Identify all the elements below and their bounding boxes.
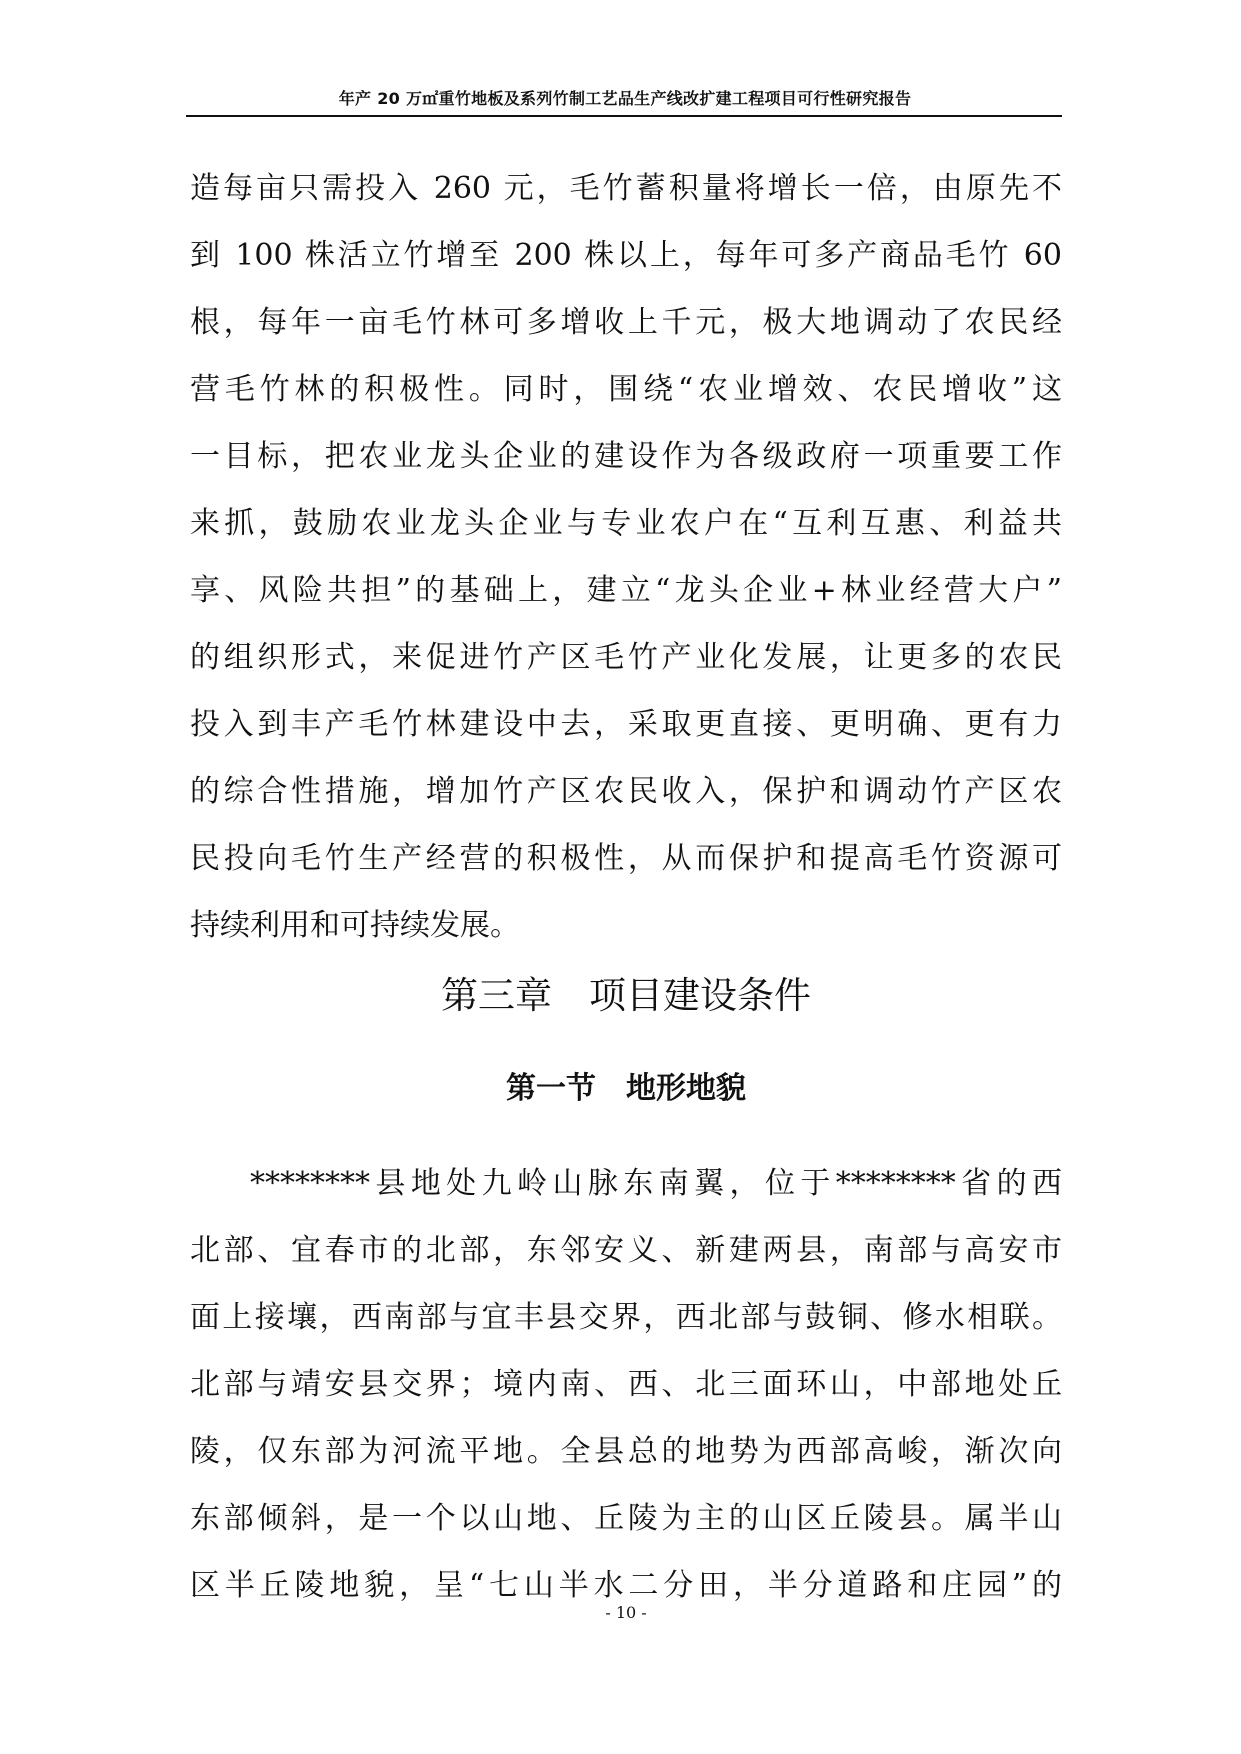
paragraph-line: 东部倾斜，是一个以山地、丘陵为主的山区丘陵县。属半山 bbox=[190, 1501, 1062, 1536]
continued-paragraph bbox=[190, 155, 1062, 959]
paragraph-line: 一目标，把农业龙头企业的建设作为各级政府一项重要工作 bbox=[190, 439, 1062, 474]
paragraph-line: 区半丘陵地貌，呈“七山半水二分田，半分道路和庄园”的 bbox=[190, 1568, 1062, 1603]
chapter-title: 第三章 项目建设条件 bbox=[441, 974, 811, 1017]
paragraph-line: 北部、宜春市的北部，东邻安义、新建两县，南部与高安市 bbox=[190, 1233, 1062, 1268]
paragraph-line: 享、风险共担”的基础上，建立“龙头企业+林业经营大户” bbox=[190, 573, 1062, 608]
paragraph-line: 面上接壤，西南部与宜丰县交界，西北部与鼓铜、修水相联。 bbox=[190, 1300, 1062, 1335]
document-header-title: 年产 20 万㎡重竹地板及系列竹制工艺品生产线改扩建工程项目可行性研究报告 bbox=[338, 89, 912, 108]
paragraph-line: 造每亩只需投入 260 元，毛竹蓄积量将增长一倍，由原先不 bbox=[190, 171, 1062, 206]
paragraph-line: 根，每年一亩毛竹林可多增收上千元，极大地调动了农民经 bbox=[190, 305, 1062, 340]
paragraph-line: 北部与靖安县交界；境内南、西、北三面环山，中部地处丘 bbox=[190, 1367, 1062, 1402]
header-divider bbox=[186, 115, 1062, 117]
page-number: - 10 - bbox=[605, 1603, 647, 1622]
section-title: 第一节 地形地貌 bbox=[506, 1071, 746, 1106]
paragraph-line: 投入到丰产毛竹林建设中去，采取更直接、更明确、更有力 bbox=[190, 707, 1062, 742]
paragraph-line: 的综合性措施，增加竹产区农民收入，保护和调动竹产区农 bbox=[190, 774, 1062, 809]
terrain-paragraph bbox=[190, 1150, 1062, 1619]
paragraph-line: 的组织形式，来促进竹产区毛竹产业化发展，让更多的农民 bbox=[190, 640, 1062, 675]
paragraph-line: 到 100 株活立竹增至 200 株以上，每年可多产商品毛竹 60 bbox=[190, 238, 1062, 273]
paragraph-line: 民投向毛竹生产经营的积极性，从而保护和提高毛竹资源可 bbox=[190, 841, 1062, 876]
paragraph-line: ********县地处九岭山脉东南翼，位于********省的西 bbox=[250, 1166, 1062, 1201]
paragraph-line: 持续利用和可持续发展。 bbox=[190, 908, 520, 943]
paragraph-line: 陵，仅东部为河流平地。全县总的地势为西部高峻，渐次向 bbox=[190, 1434, 1062, 1469]
paragraph-line: 营毛竹林的积极性。同时，围绕“农业增效、农民增收”这 bbox=[190, 372, 1062, 407]
paragraph-line: 来抓，鼓励农业龙头企业与专业农户在“互利互惠、利益共 bbox=[190, 506, 1062, 541]
